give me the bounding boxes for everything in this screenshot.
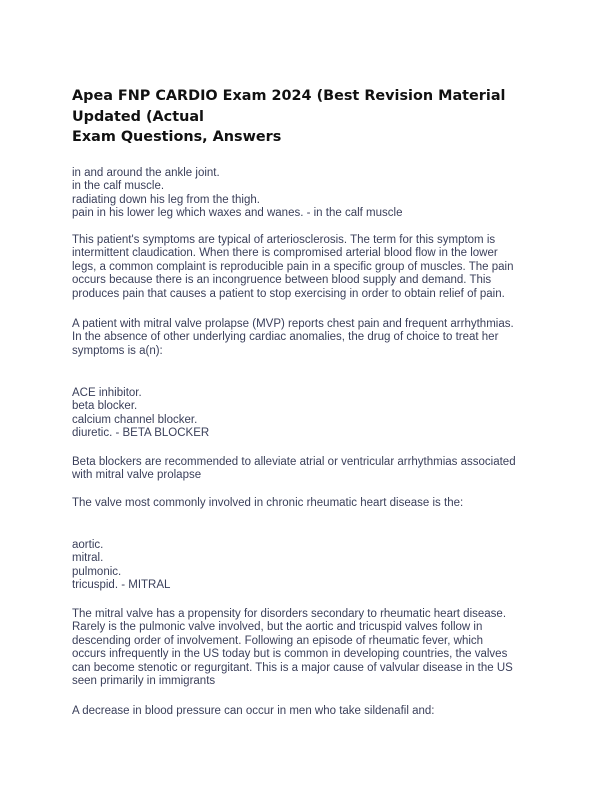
- text-line: seen primarily in immigrants: [72, 675, 216, 688]
- title-line: Apea FNP CARDIO Exam 2024 (Best Revision Material Updated (Actual: [72, 88, 506, 125]
- text-line: tricuspid. - MITRAL: [72, 579, 171, 592]
- text-line: beta blocker.: [72, 400, 138, 413]
- question-paragraph: [72, 705, 552, 718]
- text-line: can become stenotic or regurgitant. This is a major cause of valvular disease in the US: [72, 661, 513, 674]
- text-line: legs, a common complaint is reproducible pain in a specific group of muscles. The pain: [72, 260, 514, 273]
- text-line: diuretic. - BETA BLOCKER: [72, 427, 210, 440]
- text-line: descending order of involvement. Following an episode of rheumatic fever, which: [72, 634, 484, 647]
- answer-options-block: [72, 387, 552, 441]
- question-paragraph: [72, 497, 552, 510]
- answer-options-block: [72, 167, 552, 221]
- text-line: in the calf muscle.: [72, 180, 165, 193]
- text-line: calcium channel blocker.: [72, 413, 198, 426]
- text-line: Beta blockers are recommended to alleviate atrial or ventricular arrhythmias associated: [72, 456, 516, 468]
- text-line: In the absence of other underlying cardiac anomalies, the drug of choice to treat her: [72, 331, 499, 344]
- text-line: mitral.: [72, 552, 104, 565]
- text-line: occurs infrequently in the US today but is common in developing countries, the valves: [72, 648, 508, 661]
- text-line: A decrease in blood pressure can occur in men who take sildenafil and:: [72, 705, 435, 717]
- document-title: [72, 86, 552, 148]
- text-line: occurs because there is an incongruence between blood supply and demand. This: [72, 274, 492, 287]
- text-line: A patient with mitral valve prolapse (MVP) reports chest pain and frequent arrhythmias.: [72, 318, 514, 330]
- text-line: The mitral valve has a propensity for disorders secondary to rheumatic heart disease.: [72, 608, 507, 620]
- answer-options-block: [72, 539, 552, 593]
- text-line: ACE inhibitor.: [72, 387, 142, 399]
- explanation-paragraph: [72, 608, 552, 688]
- question-paragraph: [72, 318, 552, 358]
- text-line: symptoms is a(n):: [72, 344, 163, 357]
- text-line: Rarely is the pulmonic valve involved, but the aortic and tricuspid valves follow in: [72, 621, 483, 634]
- text-line: aortic.: [72, 539, 104, 551]
- title-line: Exam Questions, Answers: [72, 129, 282, 145]
- text-line: intermittent claudication. When there is compromised arterial blood flow in the lower: [72, 247, 498, 260]
- text-line: radiating down his leg from the thigh.: [72, 193, 260, 206]
- text-line: produces pain that causes a patient to stop exercising in order to obtain relief of pain.: [72, 287, 505, 300]
- text-line: The valve most commonly involved in chronic rheumatic heart disease is the:: [72, 497, 464, 509]
- text-line: This patient's symptoms are typical of arteriosclerosis. The term for this symptom is: [72, 234, 496, 246]
- text-line: pulmonic.: [72, 565, 122, 578]
- text-line: pain in his lower leg which waxes and wanes. - in the calf muscle: [72, 207, 403, 220]
- explanation-paragraph: [72, 456, 552, 483]
- text-line: with mitral valve prolapse: [72, 469, 202, 482]
- text-line: in and around the ankle joint.: [72, 167, 220, 179]
- explanation-paragraph: [72, 234, 552, 301]
